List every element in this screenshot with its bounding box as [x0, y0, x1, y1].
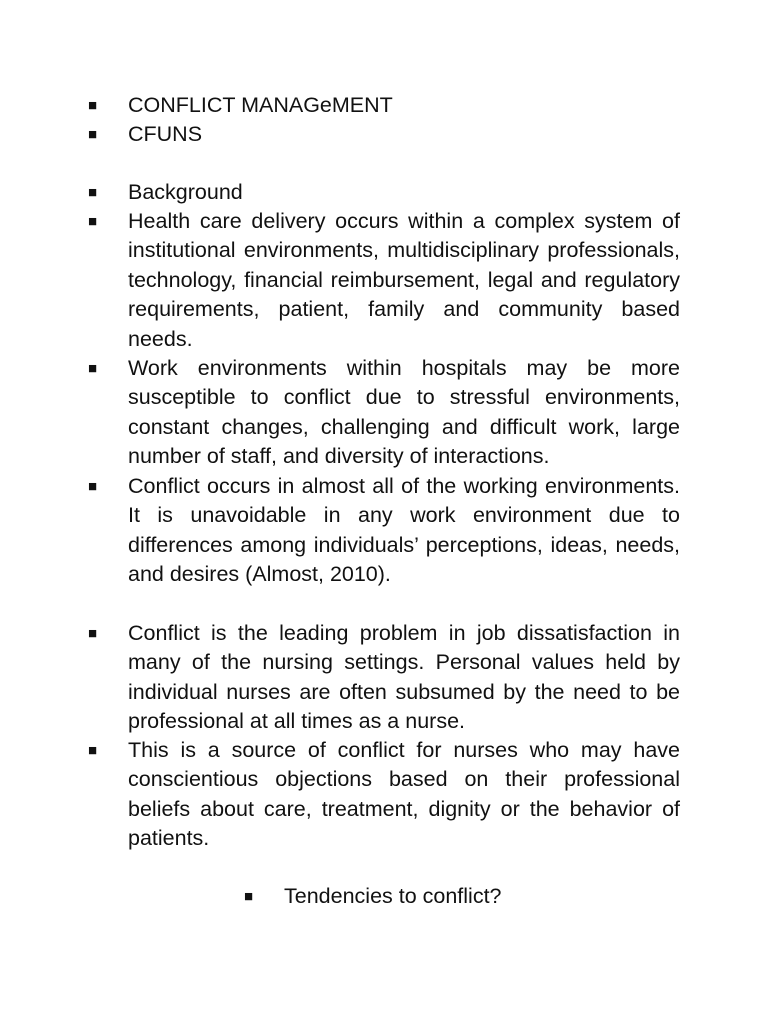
bullet-square-icon: ■ [244, 888, 254, 905]
paragraph-text: Health care delivery occurs within a complex system of institutional environments, multidisciplinary professionals, technology, financial reimbursement, legal and regulatory requirements, patient, family and community based needs. [128, 209, 680, 351]
bullet-square-icon: ■ [88, 625, 98, 642]
bullet-item-title [88, 91, 680, 120]
paragraph-text: Conflict is the leading problem in job dissatisfaction in many of the nursing settings. Personal values held by individual nurses are often subsumed by the need to be professional at all times as a nurse. [128, 621, 680, 734]
paragraph-text: This is a source of conflict for nurses who may have conscientious objections based on their professional beliefs about care, treatment, dignity or the behavior of patients. [128, 738, 680, 851]
bullet-square-icon: ■ [88, 126, 98, 143]
document-title: CONFLICT MANAGeMENT [128, 93, 393, 117]
bullet-square-icon: ■ [88, 360, 98, 377]
bullet-item-paragraph [88, 354, 680, 472]
bullet-square-icon: ■ [88, 97, 98, 114]
paragraph-text: Work environments within hospitals may be more susceptible to conflict due to stressful environments, constant changes, challenging and difficult work, large number of staff, and diversity of interactions. [128, 356, 680, 469]
bullet-square-icon: ■ [88, 184, 98, 201]
section-heading: Background [128, 180, 243, 204]
document-subtitle: CFUNS [128, 122, 203, 146]
bullet-square-icon: ■ [88, 478, 98, 495]
bullet-item-closing-question [244, 882, 664, 911]
bullet-item-paragraph [88, 619, 680, 737]
bullet-item-subtitle [88, 120, 680, 149]
bullet-square-icon: ■ [88, 742, 98, 759]
bullet-square-icon: ■ [88, 213, 98, 230]
bullet-item-heading [88, 178, 680, 207]
bullet-item-paragraph [88, 472, 680, 590]
closing-question: Tendencies to conflict? [284, 884, 502, 908]
bullet-item-paragraph [88, 207, 680, 354]
paragraph-text: Conflict occurs in almost all of the working environments. It is unavoidable in any work environment due to differences among individuals’ perceptions, ideas, needs, and desires (Almost, 2010). [128, 474, 680, 587]
bullet-item-paragraph [88, 736, 680, 854]
